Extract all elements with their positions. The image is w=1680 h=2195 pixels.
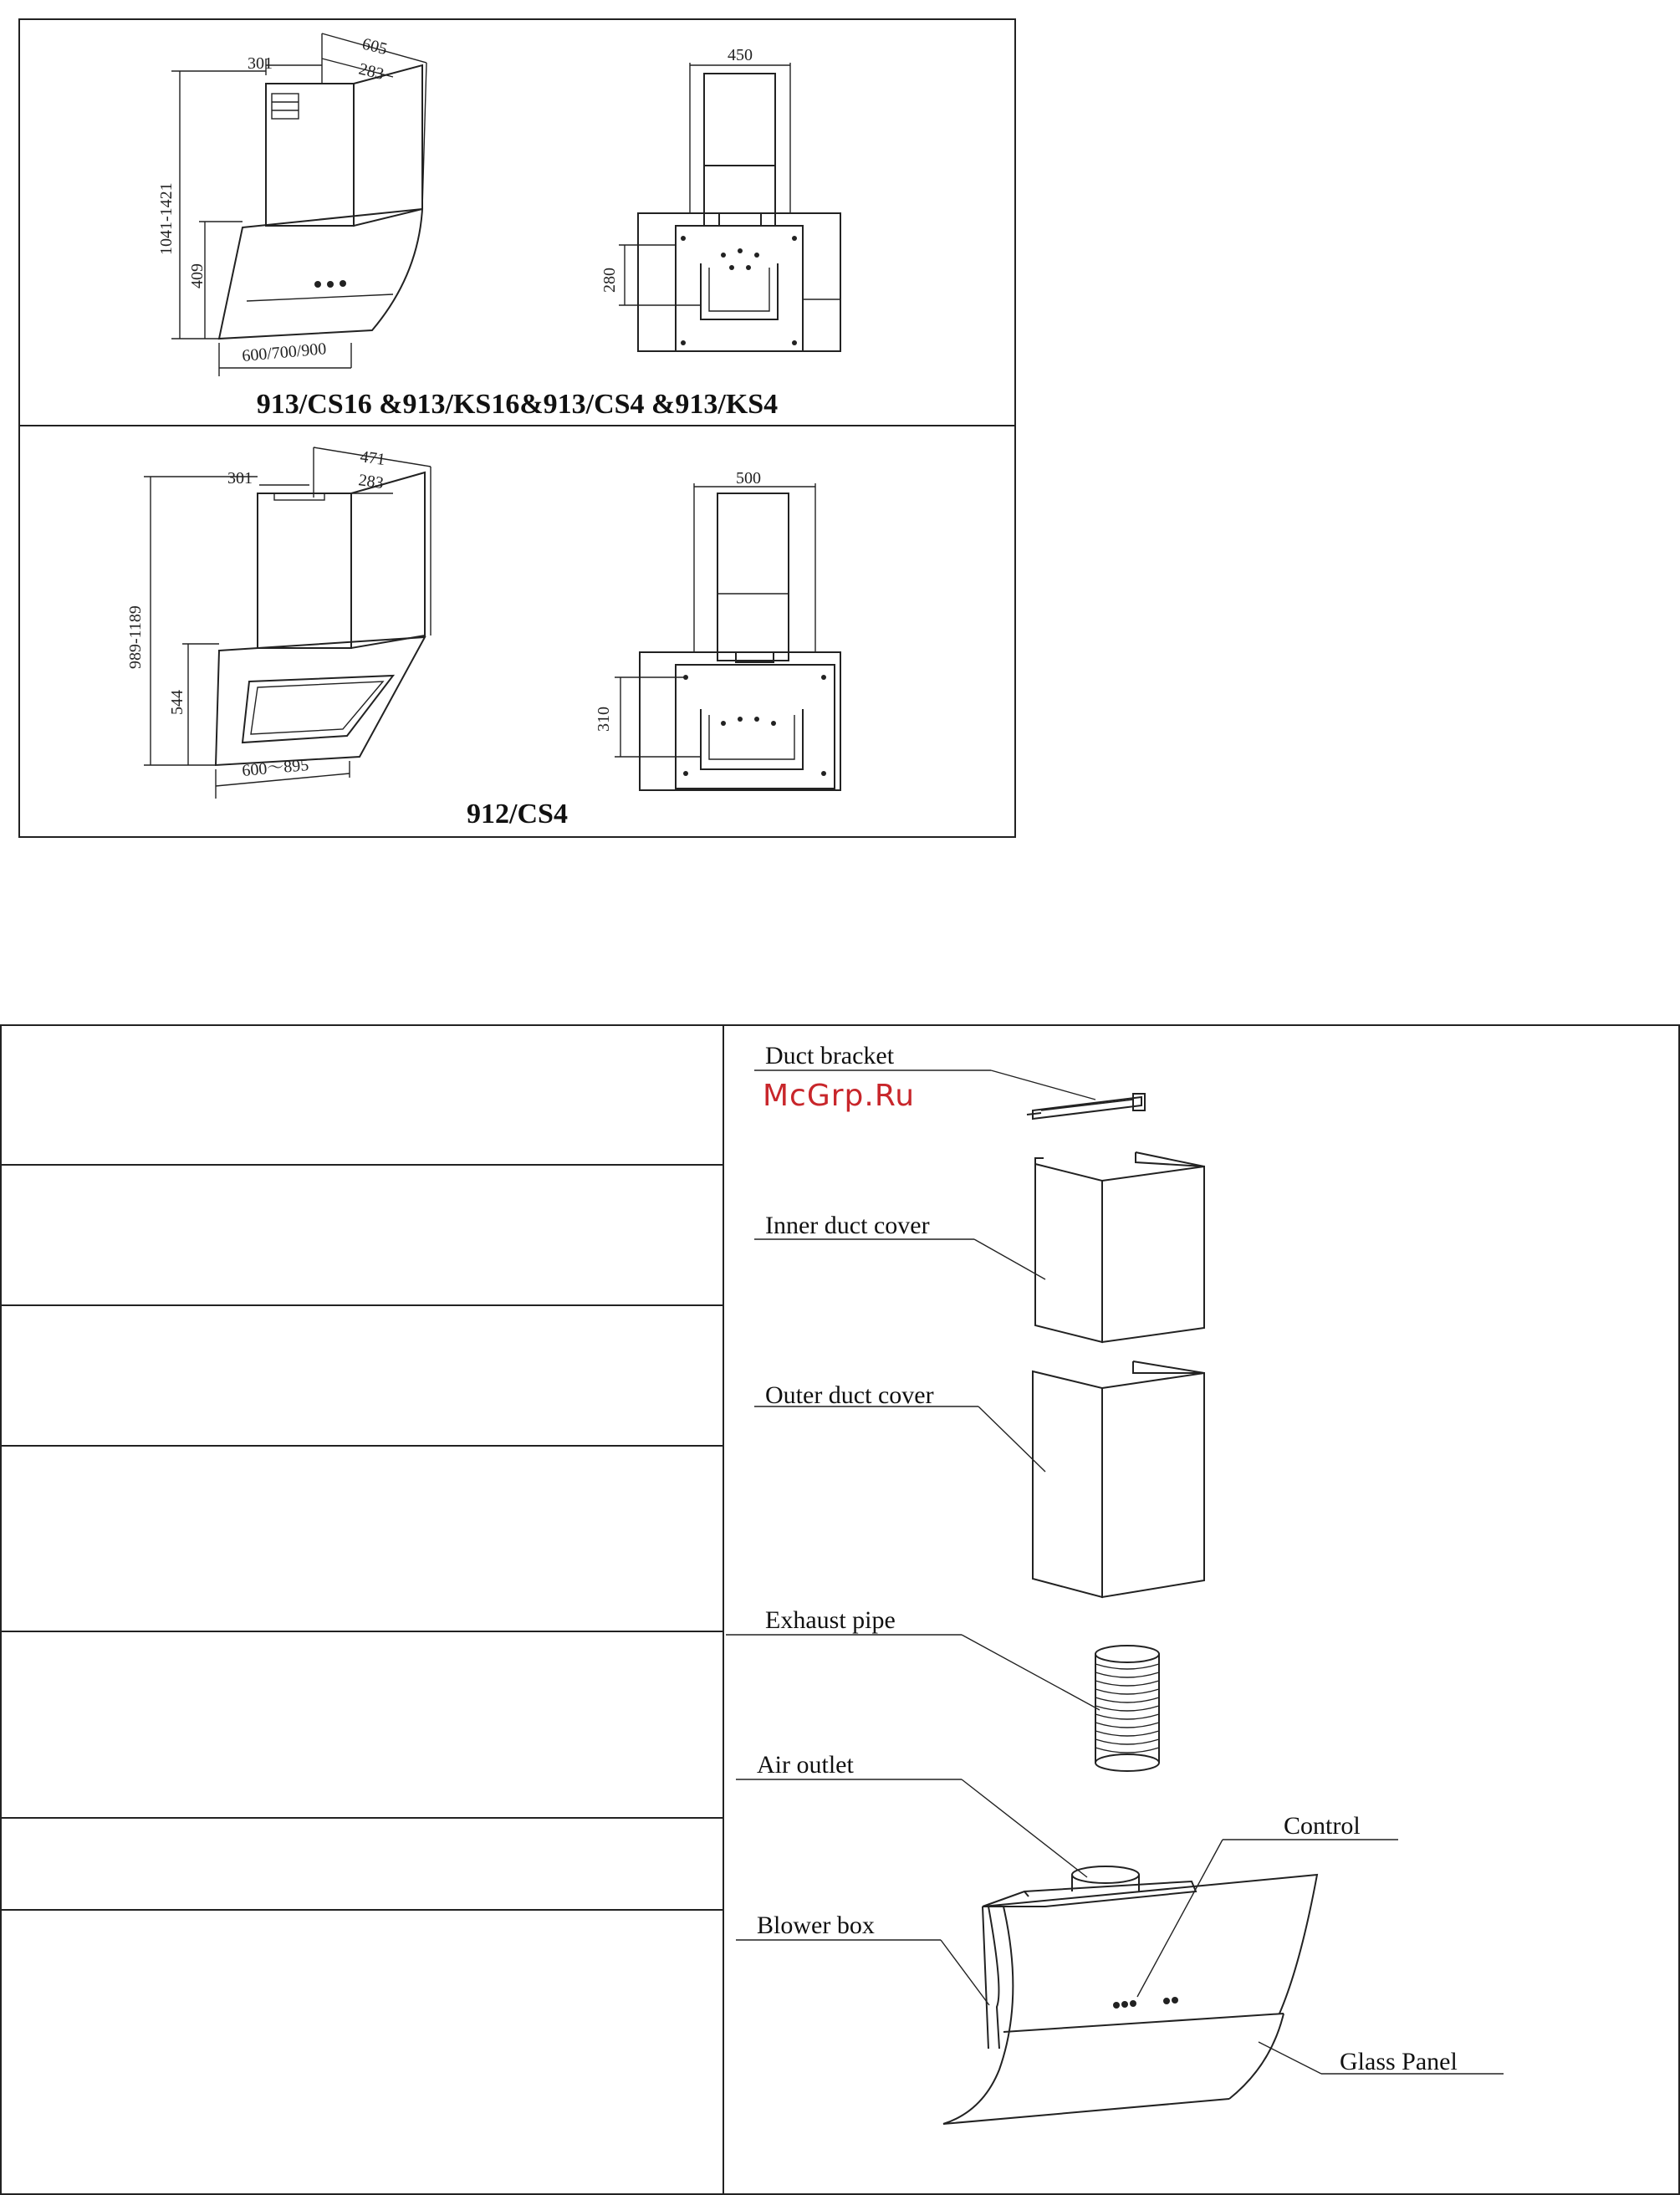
- hood-913-side-view: [157, 33, 426, 376]
- dim-913-height-range: 1041-1421: [157, 182, 176, 255]
- label-inner-duct-cover: Inner duct cover: [765, 1212, 930, 1239]
- parts-table-row-line: [0, 1909, 723, 1911]
- parts-table-column-divider: [723, 1024, 724, 2195]
- dim-913-depth-605: 605: [360, 34, 390, 59]
- dim-912-height-range: 989-1189: [126, 605, 145, 669]
- parts-table-row-line: [0, 1445, 723, 1447]
- parts-table-row-line: [0, 1631, 723, 1632]
- model-caption-913: 913/CS16 &913/KS16&913/CS4 &913/KS4: [256, 389, 779, 420]
- dim-913-widths: 600/700/900: [241, 339, 328, 365]
- dim-912-back-310: 310: [595, 707, 613, 732]
- hood-912-side-view: [126, 447, 431, 799]
- label-air-outlet: Air outlet: [757, 1751, 854, 1779]
- watermark: McGrp.Ru: [763, 1079, 916, 1113]
- dim-913-283: 283: [356, 59, 386, 84]
- parts-table-row-line: [0, 1164, 723, 1166]
- model-caption-912: 912/CS4: [467, 799, 568, 830]
- dim-912-544: 544: [168, 690, 186, 715]
- hood-913-back-view: [600, 46, 840, 351]
- parts-table: [0, 1024, 1680, 2195]
- dim-913-back-450: 450: [728, 46, 753, 64]
- dim-912-widths: 600～895: [241, 756, 310, 780]
- dim-912-width-301: 301: [227, 469, 253, 487]
- dim-913-back-280: 280: [600, 268, 619, 293]
- label-exhaust-pipe: Exhaust pipe: [765, 1606, 896, 1634]
- dim-912-283: 283: [357, 471, 386, 493]
- label-duct-bracket: Duct bracket: [765, 1042, 895, 1069]
- dim-912-depth-471: 471: [359, 447, 387, 470]
- label-control: Control: [1284, 1812, 1361, 1840]
- dim-912-back-500: 500: [736, 469, 761, 487]
- parts-table-row-line: [0, 1304, 723, 1306]
- label-blower-box: Blower box: [757, 1912, 875, 1939]
- dim-913-width-301: 301: [248, 54, 273, 73]
- parts-table-row-line: [0, 1817, 723, 1819]
- label-outer-duct-cover: Outer duct cover: [765, 1381, 934, 1409]
- label-glass-panel: Glass Panel: [1340, 2048, 1458, 2075]
- hood-912-back-view: [595, 469, 840, 790]
- dim-913-409: 409: [188, 263, 207, 288]
